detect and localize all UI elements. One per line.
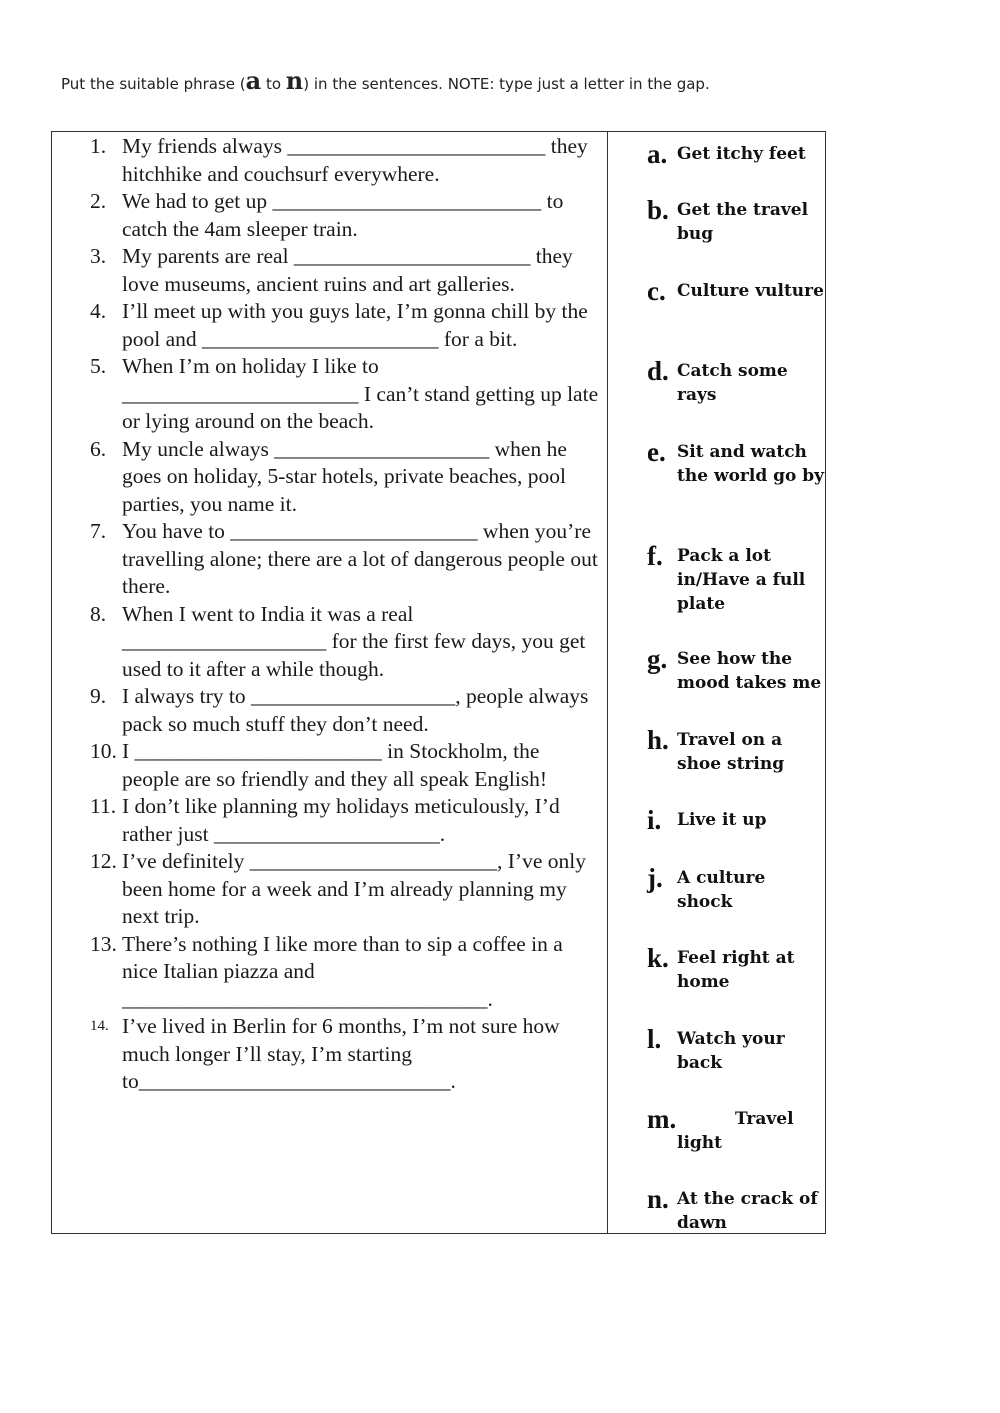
sentence-5: [90, 353, 602, 436]
phrase-text: See how the mood takes me: [677, 649, 822, 693]
instruction-letter-to: n: [285, 66, 304, 95]
phrase-text: Watch your back: [677, 1029, 785, 1073]
sentence-4: [90, 298, 602, 353]
phrase-letter: a.: [647, 139, 668, 169]
sentence-text: When I went to India it was a real ___________________ for the first few days, you get used to it after a while though.: [122, 601, 586, 681]
phrase-letter: c.: [647, 276, 666, 306]
sentence-1: [90, 133, 602, 188]
instruction-after: ) in the sentences. NOTE: type just a letter in the gap.: [303, 75, 710, 93]
phrase-text: Catch some rays: [677, 361, 788, 405]
phrase-letter: m.: [647, 1104, 677, 1134]
sentence-text: I’ve lived in Berlin for 6 months, I’m not sure how much longer I’ll stay, I’m starting to_____________________________.: [122, 1014, 560, 1093]
sentence-12: [90, 848, 602, 931]
sentence-number: 6.: [90, 436, 107, 461]
instruction-letter-from: a: [245, 66, 262, 95]
phrase-letter: k.: [647, 943, 669, 973]
phrase-text: Live it up: [677, 810, 767, 830]
sentence-14: [90, 1013, 602, 1096]
sentence-number: 9.: [90, 684, 107, 708]
sentence-2: [90, 188, 602, 243]
phrase-n: [647, 1184, 825, 1235]
phrase-letter: e.: [647, 437, 666, 467]
phrase-i: [647, 805, 825, 835]
phrase-letter: f.: [647, 541, 663, 571]
sentence-number: 11.: [90, 794, 117, 818]
phrase-text: Get itchy feet: [677, 144, 806, 164]
sentence-text: I’ve definitely _______________________, I’ve only been home for a week and I’m already planning my next trip.: [122, 849, 586, 928]
phrase-text: Travel on a shoe string: [677, 730, 785, 774]
phrase-letter: h.: [647, 725, 669, 755]
phrase-text: Culture vulture: [677, 281, 824, 301]
phrase-b: [647, 195, 825, 246]
column-divider: [607, 132, 608, 1233]
phrase-d: [647, 356, 825, 407]
sentence-number: 7.: [90, 519, 107, 543]
phrase-letter: b.: [647, 195, 669, 225]
sentence-10: [90, 738, 602, 793]
phrase-h: [647, 725, 825, 776]
sentence-text: My friends always ________________________ they hitchhike and couchsurf everywhere.: [122, 134, 588, 186]
phrase-f: [647, 541, 825, 616]
sentence-number: 2.: [90, 189, 107, 213]
phrase-text: Sit and watch the world go by: [677, 442, 825, 486]
phrase-g: [647, 644, 825, 695]
phrase-a: [647, 139, 825, 169]
phrase-text: Get the travel bug: [677, 200, 809, 244]
phrase-text: At the crack of dawn: [677, 1189, 818, 1233]
phrase-letter: i.: [647, 805, 662, 835]
sentence-number: 1.: [90, 134, 107, 158]
phrase-l: [647, 1024, 825, 1075]
sentence-text: My parents are real ______________________ they love museums, ancient ruins and art galleries.: [122, 244, 573, 296]
sentence-7: [90, 518, 602, 601]
sentence-number: 8.: [90, 601, 107, 626]
phrase-letter: l.: [647, 1024, 662, 1054]
sentence-text: My uncle always ____________________ when he goes on holiday, 5-star hotels, private beaches, pool parties, you name it.: [122, 436, 567, 516]
sentence-6: [90, 436, 602, 519]
sentence-8: [90, 601, 602, 684]
sentence-number: 5.: [90, 354, 107, 378]
sentence-text: I don’t like planning my holidays meticulously, I’d rather just _____________________.: [122, 794, 560, 846]
phrase-text: Travel light: [677, 1109, 794, 1153]
sentence-text: We had to get up _________________________ to catch the 4am sleeper train.: [122, 189, 564, 241]
sentence-text: I always try to ___________________, people always pack so much stuff they don’t need.: [122, 684, 589, 736]
sentence-text: There’s nothing I like more than to sip a coffee in a nice Italian piazza and __________________________________.: [122, 931, 563, 1011]
instruction: [61, 66, 710, 95]
sentence-number: 4.: [90, 299, 107, 323]
phrase-e: [647, 437, 825, 488]
phrase-letter: d.: [647, 356, 669, 386]
sentence-number: 3.: [90, 244, 107, 268]
phrase-letter: g.: [647, 644, 668, 674]
phrase-letter: j.: [647, 863, 663, 893]
exercise-table: [51, 131, 826, 1234]
phrase-letter: n.: [647, 1184, 669, 1214]
phrase-text: Pack a lot in/Have a full plate: [677, 546, 806, 614]
instruction-before: Put the suitable phrase (: [61, 75, 246, 93]
phrase-j: [647, 863, 825, 914]
sentence-column: [90, 133, 602, 1096]
sentence-text: I’ll meet up with you guys late, I’m gonna chill by the pool and ______________________ for a bit.: [122, 299, 588, 351]
phrase-text: A culture shock: [677, 868, 766, 912]
sentence-13: [90, 931, 602, 1014]
sentence-text: I _______________________ in Stockholm, the people are so friendly and they all speak English!: [122, 739, 548, 791]
sentence-number: 14.: [90, 1018, 109, 1034]
instruction-connector: to: [261, 75, 286, 93]
sentence-3: [90, 243, 602, 298]
sentence-number: 12.: [90, 849, 117, 873]
phrase-text: Feel right at home: [677, 948, 795, 992]
phrase-k: [647, 943, 825, 994]
phrase-m: [647, 1104, 825, 1155]
sentence-9: [90, 683, 602, 738]
sentence-text: You have to _______________________ when you’re travelling alone; there are a lot of dangerous people out there.: [122, 519, 598, 598]
phrase-c: [647, 276, 825, 306]
sentence-number: 13.: [90, 931, 117, 956]
sentence-text: When I’m on holiday I like to ______________________ I can’t stand getting up late or lying around on the beach.: [122, 354, 599, 433]
sentence-11: [90, 793, 602, 848]
sentence-number: 10.: [90, 739, 117, 763]
